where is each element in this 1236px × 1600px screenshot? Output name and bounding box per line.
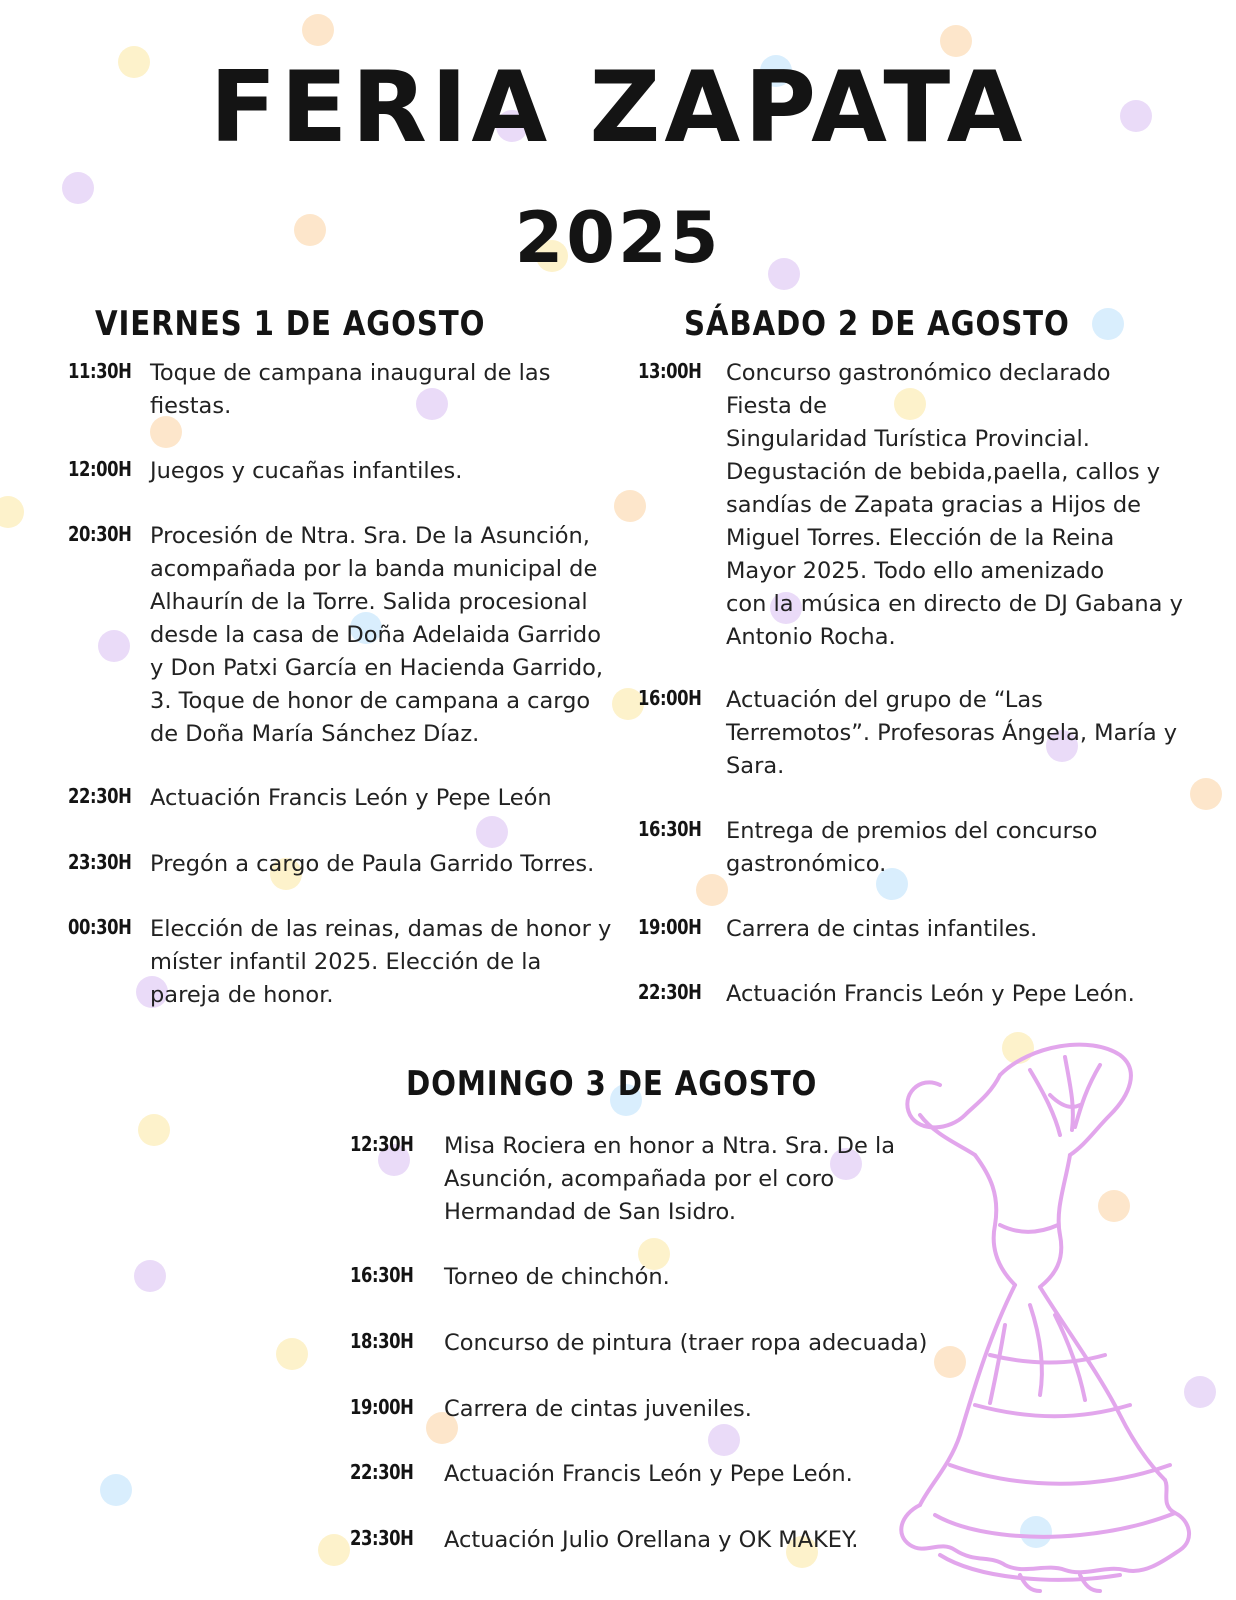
event-time: 00:30H [68,915,132,939]
event-time: 19:00H [350,1395,414,1419]
confetti-dot [476,816,508,848]
event-description: Actuación del grupo de “Las Terremotos”. Profesoras Ángela, María y Sara. [726,687,1178,779]
event-description: Concurso gastronómico declarado Fiesta de Singularidad Turística Provincial. Degustación de bebida,paella, callos y sandías de Zapata gracias a Hijos de Miguel Torres. Elección de la Reina Mayor 2025. Todo ello amenizado con la música en directo de DJ Gabana y Antonio Rocha. [726,360,1183,650]
event-time: 16:30H [638,817,702,841]
day-heading-sabado: SÁBADO 2 DE AGOSTO [684,304,1070,344]
confetti-dot [1092,308,1124,340]
poster-year: 2025 [514,197,722,279]
confetti-dot [276,1338,308,1370]
flamenco-dancer-illustration [880,1035,1220,1595]
event-description: Actuación Francis León y Pepe León [150,785,552,811]
event-description: Elección de las reinas, damas de honor y míster infantil 2025. Elección de la pareja de honor. [150,916,612,1008]
event-time: 22:30H [638,980,702,1004]
day-heading-domingo: DOMINGO 3 DE AGOSTO [406,1064,818,1104]
confetti-dot [696,874,728,906]
event-description: Torneo de chinchón. [444,1264,670,1290]
confetti-dot [0,496,24,528]
event-description: Actuación Julio Orellana y OK MAKEY. [444,1527,859,1553]
confetti-dot [302,14,334,46]
confetti-dot [98,630,130,662]
confetti-dot [614,490,646,522]
event-time: 18:30H [350,1329,414,1353]
event-time: 12:30H [350,1132,414,1156]
event-description: Actuación Francis León y Pepe León. [444,1461,853,1487]
event-description: Procesión de Ntra. Sra. De la Asunción, acompañada por la banda municipal de Alhaurín de la Torre. Salida procesional desde la casa de Doña Adelaida Garrido y Don Patxi García en Hacienda Garrido, 3. Toque de honor de campana a cargo de Doña María Sánchez Díaz. [150,523,604,747]
confetti-dot [708,1424,740,1456]
event-description: Pregón a cargo de Paula Garrido Torres. [150,851,595,877]
event-description: Juegos y cucañas infantiles. [150,458,463,484]
event-time: 23:30H [68,850,132,874]
event-time: 12:00H [68,457,132,481]
event-time: 16:00H [638,686,702,710]
confetti-dot [100,1474,132,1506]
poster-title: FERIA ZAPATA [209,51,1027,165]
event-description: Entrega de premios del concurso gastronómico. [726,818,1098,877]
event-time: 20:30H [68,522,132,546]
event-time: 11:30H [68,359,132,383]
event-description: Carrera de cintas juveniles. [444,1396,752,1422]
event-time: 22:30H [68,784,132,808]
event-description: Concurso de pintura (traer ropa adecuada) [444,1330,928,1356]
confetti-dot [134,1260,166,1292]
event-description: Actuación Francis León y Pepe León. [726,981,1135,1007]
event-time: 22:30H [350,1460,414,1484]
confetti-dot [138,1114,170,1146]
event-time: 13:00H [638,359,702,383]
event-description: Carrera de cintas infantiles. [726,916,1038,942]
event-time: 19:00H [638,915,702,939]
event-description: Misa Rociera en honor a Ntra. Sra. De la Asunción, acompañada por el coro Hermandad de San Isidro. [444,1133,895,1225]
event-description: Toque de campana inaugural de las fiestas. [150,360,551,419]
confetti-dot [318,1534,350,1566]
day-heading-viernes: VIERNES 1 DE AGOSTO [95,304,486,344]
event-time: 23:30H [350,1526,414,1550]
event-time: 16:30H [350,1263,414,1287]
